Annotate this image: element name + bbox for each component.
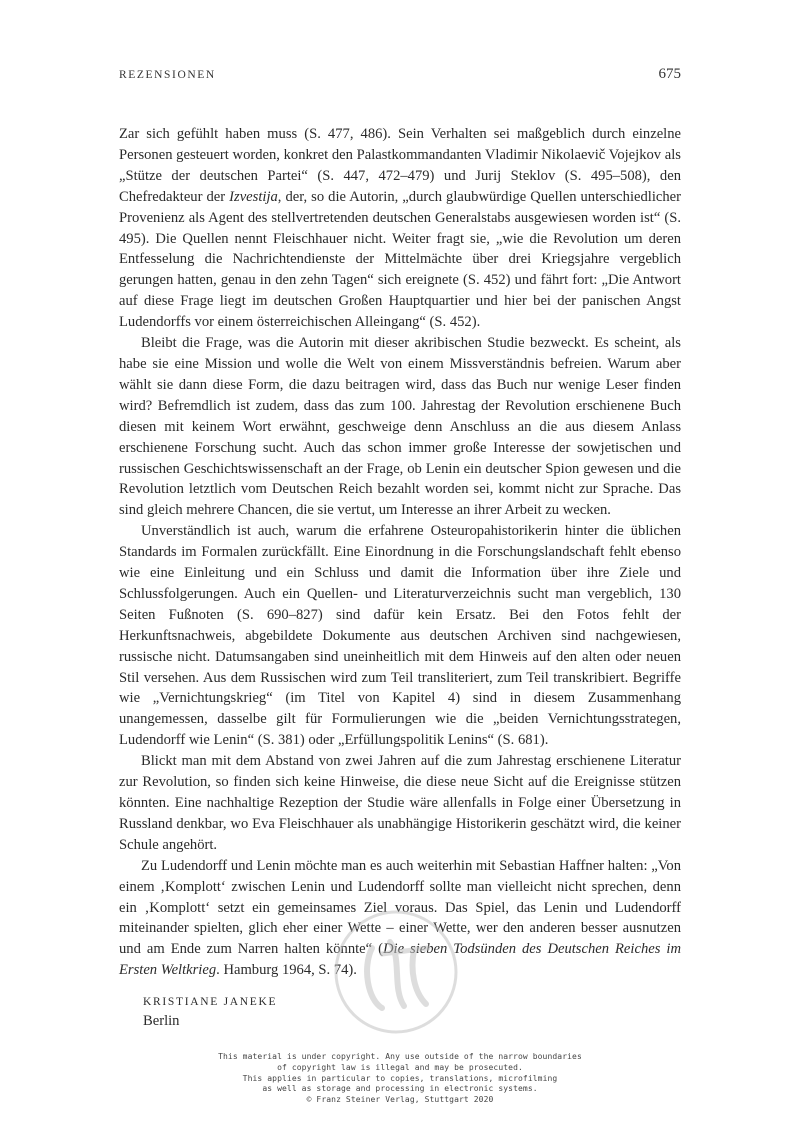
body-paragraph xyxy=(119,751,681,856)
running-header xyxy=(119,66,681,83)
copyright-notice xyxy=(200,1052,600,1106)
review-body-text xyxy=(119,124,681,981)
body-paragraph xyxy=(119,521,681,751)
paragraph-text: Zar sich gefühlt haben muss (S. 477, 486). Sein Verhalten sei maßgeblich durch einzelne Personen gesteuert worden, konkret den Palastkommandanten Vladimir Nikolaevič Vojejkov als „Stütze der deutschen Partei“ (S. 447, 472–479) und Jurij Steklov (S. 495–508), den Chefredakteur der xyxy=(119,126,681,205)
publisher-monogram-watermark-icon xyxy=(332,908,460,1036)
paragraph-text: Zu Ludendorff und Lenin möchte man es auch weiterhin mit Sebastian Haffner halten: „Von einem ‚Komplott‘ zwischen Lenin und Ludendorff sollte man vielleicht nicht sprechen, denn ein ‚Komplott‘ setzt ein gemeinsames Ziel voraus. Das Spiel, das Lenin und Ludendorff miteinander spielten, glich eher einer Wette – einer Wette, wer den anderen besser ausnutzen und am Ende zum Narren halten könnte“ ( xyxy=(119,857,681,958)
copyright-line: This material is under copyright. Any use outside of the narrow boundaries xyxy=(218,1052,582,1061)
copyright-line: as well as storage and processing in electronic systems. xyxy=(262,1084,538,1094)
body-paragraph xyxy=(119,124,681,333)
paragraph-text: Blickt man mit dem Abstand von zwei Jahren auf die zum Jahrestag erschienene Literatur zur Revolution, so finden sich keine Hinweise, die diese neue Sicht auf die Ereignisse stützen könnten. Eine nachhaltige Rezeption der Studie wäre allenfalls in Folge einer Übersetzung in Russland denkbar, wo Eva Fleischhauer als unabhängige Historikerin geschätzt wird, die keiner Schule angehört. xyxy=(119,753,681,853)
italic-title-text: Die sieben Todsünden des Deutschen Reiches im Ersten Weltkrieg xyxy=(119,941,681,979)
reviewer-name: KRISTIANE JANEKE xyxy=(143,996,278,1008)
paragraph-text: Bleibt die Frage, was die Autorin mit dieser akribischen Studie bezweckt. Es scheint, als habe sie eine Mission und wolle die Welt von einem Missverständnis befreien. Warum aber wählt sie dann diese Form, die dazu beitragen wird, dass das Buch nur wenige Leser finden wird? Befremdlich ist zudem, dass das zum 100. Jahrestag der Revolution erschienene Buch diesen mit keinem Wort erwähnt, geschweige denn Anschluss an die aus diesem Anlass erschienene Forschung sucht. Auch das schon immer große Interesse der sowjetischen und russischen Geschichtswissenschaft an der Frage, ob Lenin ein deutscher Spion gewesen und die Revolution letztlich vom Deutschen Reich bezahlt worden sei, kommt nicht zur Sprache. Das sind gleich mehrere Chancen, die sie vertut, um Interesse an ihrer Arbeit zu wecken. xyxy=(119,335,681,519)
reviewer-signature xyxy=(143,993,277,1031)
section-title: REZENSIONEN xyxy=(119,69,216,81)
page-number: 675 xyxy=(658,66,681,82)
copyright-line: This applies in particular to copies, translations, microfilming xyxy=(242,1073,558,1083)
copyright-line: of copyright law is illegal and may be prosecuted. xyxy=(277,1062,523,1072)
paragraph-text: Unverständlich ist auch, warum die erfahrene Osteuropahistorikerin hinter die üblichen Standards im Formalen zurückfällt. Eine Einordnung in die Forschungslandschaft fehlt ebenso wie eine Einleitung und ein Schluss und damit die Information über ihre Ziele und Schlussfolgerungen. Auch ein Quellen- und Literaturverzeichnis sucht man vergeblich, 130 Seiten Fußnoten (S. 690–827) sind dafür kein Ersatz. Bei den Fotos fehlt der Herkunftsnachweis, abgebildete Dokumente aus deutschen Archiven sind nachgewiesen, russische nicht. Datumsangaben sind uneinheitlich mit dem Hinweis auf den alten oder neuen Stil versehen. Aus dem Russischen wird zum Teil transliteriert, zum Teil transkribiert. Begriffe wie „Vernichtungskrieg“ (im Titel von Kapitel 4) sind in diesem Zusammenhang unangemessen, dasselbe gilt für Formulierungen wie die „beiden Vernichtungsstrategen, Ludendorff wie Lenin“ (S. 381) oder „Erfüllungspolitik Lenins“ (S. 681). xyxy=(119,523,681,749)
body-paragraph xyxy=(119,333,681,521)
paragraph-text: , der, so die Autorin, „durch glaubwürdige Quellen unterschiedlicher Provenienz als Agent des stellvertretenden deutschen Generalstabs ausgewiesen worden ist“ (S. 495). Die Quellen nennt Fleischhauer nicht. Weiter fragt sie, „wie die Revolution um deren Entfesselung die Nachrichtendienste der Mittelmächte über drei Kriegsjahre vergeblich gerungen hatten, genau in den zehn Tagen“ sich ereignete (S. 452) und fährt fort: „Die Antwort auf diese Frage liegt im deutschen Großen Hauptquartier und hier bei der panischen Angst Ludendorffs vor einem österreichischen Alleingang“ (S. 452). xyxy=(119,188,682,331)
italic-title-text: Izvestija xyxy=(229,188,278,205)
reviewer-city: Berlin xyxy=(143,1013,180,1029)
copyright-line: © Franz Steiner Verlag, Stuttgart 2020 xyxy=(306,1095,494,1105)
paragraph-text: . Hamburg 1964, S. 74). xyxy=(216,962,357,979)
